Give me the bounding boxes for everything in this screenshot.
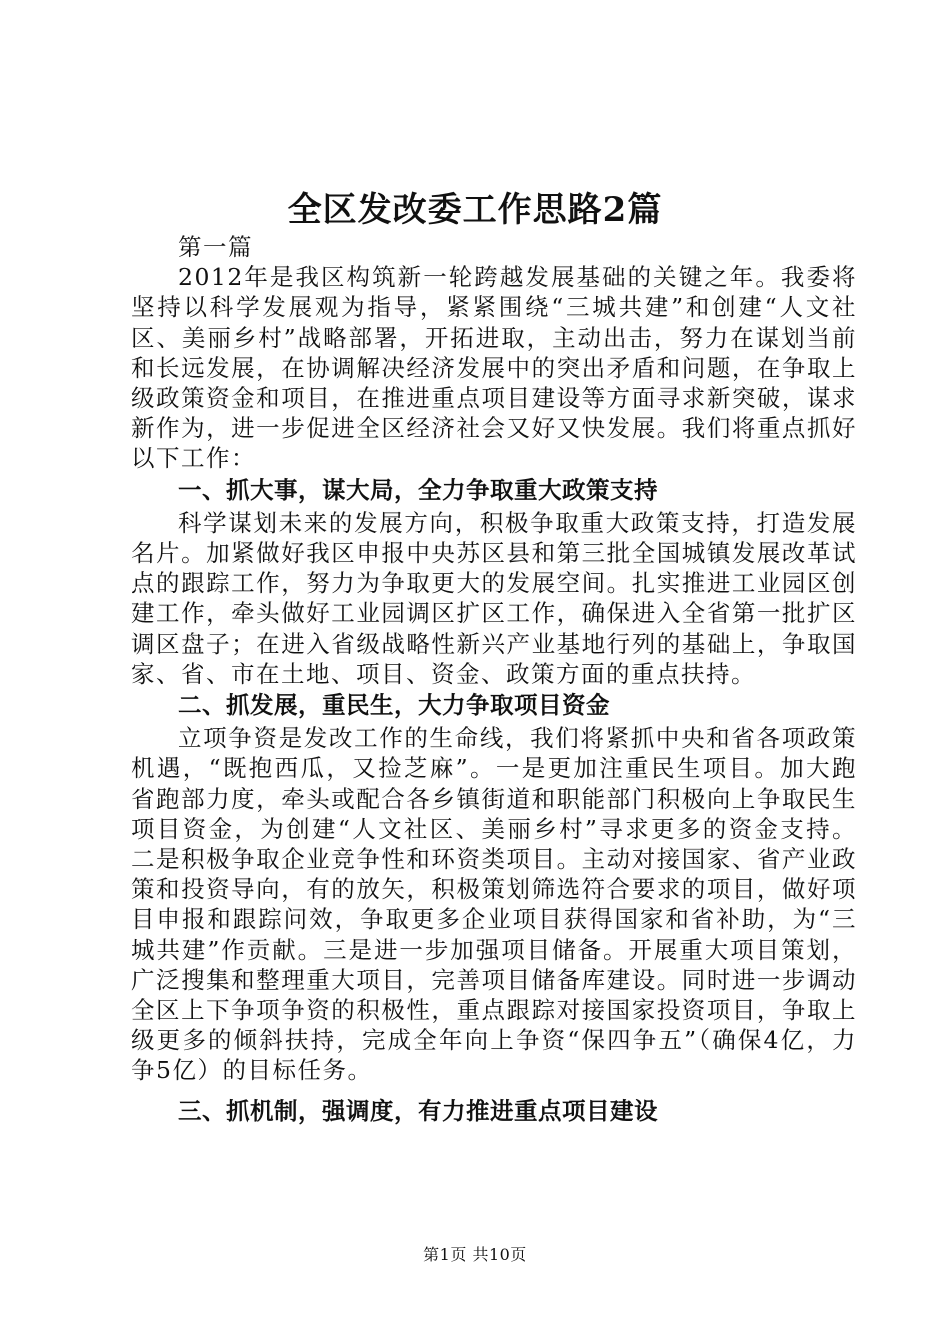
heading-1: 一、抓大事，谋大局，全力争取重大政策支持	[178, 475, 658, 504]
document-body	[131, 232, 857, 1129]
paragraph-1: 科学谋划未来的发展方向，积极争取重大政策支持，打造发展名片。加紧做好我区申报中央苏区县和第三批全国城镇发展改革试点的跟踪工作，努力为争取更大的发展空间。扎实推进工业园区创建工作，牵头做好工业园调区扩区工作，确保进入全省第一批扩区调区盘子；在进入省级战略性新兴产业基地行列的基础上，争取国家、省、市在土地、项目、资金、政策方面的重点扶持。	[131, 508, 857, 688]
heading-3: 三、抓机制，强调度，有力推进重点项目建设	[178, 1096, 658, 1125]
document-title: 全区发改委工作思路2篇	[287, 190, 663, 230]
section-label: 第一篇	[178, 233, 253, 261]
paragraph-2: 立项争资是发改工作的生命线，我们将紧抓中央和省各项政策机遇，“既抱西瓜，又捡芝麻”。一是更加注重民生项目。加大跑省跑部力度，牵头或配合各乡镇街道和职能部门积极向上争取民生项目资金，为创建“人文社区、美丽乡村”寻求更多的资金支持。二是积极争取企业竞争性和环资类项目。主动对接国家、省产业政策和投资导向，有的放矢，积极策划筛选符合要求的项目，做好项目申报和跟踪问效，争取更多企业项目获得国家和省补助，为“三城共建”作贡献。三是进一步加强项目储备。开展重大项目策划，广泛搜集和整理重大项目，完善项目储备库建设。同时进一步调动全区上下争项争资的积极性，重点跟踪对接国家投资项目，争取上级更多的倾斜扶持，完成全年向上争资“保四争五”（确保4亿，力争5亿）的目标任务。	[131, 724, 857, 1085]
paragraph-intro: 2012年是我区构筑新一轮跨越发展基础的关键之年。我委将坚持以科学发展观为指导，紧紧围绕“三城共建”和创建“人文社区、美丽乡村”战略部署，开拓进取，主动出击，努力在谋划当前和长远发展，在协调解决经济发展中的突出矛盾和问题，在争取上级政策资金和项目，在推进重点项目建设等方面寻求新突破，谋求新作为，进一步促进全区经济社会又好又快发展。我们将重点抓好以下工作：	[131, 263, 857, 473]
page-footer: 第1页 共10页	[423, 1245, 527, 1264]
heading-2: 二、抓发展，重民生，大力争取项目资金	[178, 691, 610, 720]
